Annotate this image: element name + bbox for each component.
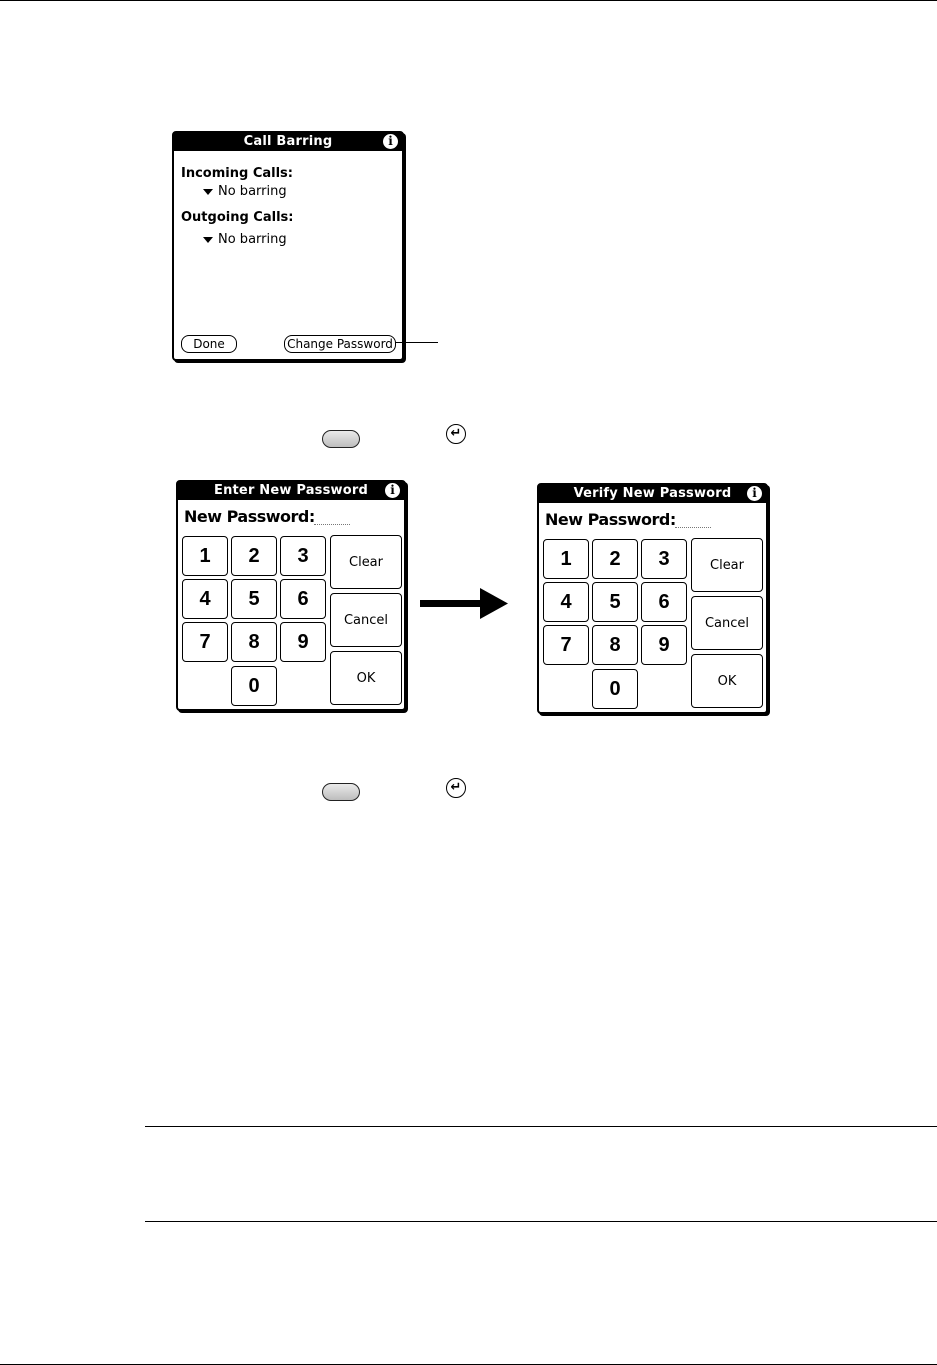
incoming-calls-trigger[interactable] bbox=[203, 184, 287, 199]
arrow-right-icon bbox=[420, 586, 510, 622]
key-3[interactable]: 3 bbox=[280, 536, 326, 576]
note-rule-bottom bbox=[145, 1221, 937, 1222]
verify-password-dialog bbox=[537, 483, 768, 714]
enter-icon: ↵ bbox=[446, 424, 466, 444]
chevron-down-icon bbox=[203, 237, 213, 243]
incoming-calls-label: Incoming Calls: bbox=[181, 166, 293, 181]
key-5[interactable]: 5 bbox=[592, 582, 638, 622]
key-9[interactable]: 9 bbox=[280, 622, 326, 662]
hardware-button-icon bbox=[322, 783, 360, 801]
outgoing-calls-label: Outgoing Calls: bbox=[181, 210, 294, 225]
done-button[interactable]: Done bbox=[181, 335, 237, 353]
outgoing-calls-trigger[interactable] bbox=[203, 232, 287, 247]
dialog-title: Enter New Password bbox=[178, 482, 404, 500]
key-0[interactable]: 0 bbox=[231, 666, 277, 706]
key-2[interactable]: 2 bbox=[592, 539, 638, 579]
dialog-title: Call Barring bbox=[174, 133, 402, 151]
enter-icon: ↵ bbox=[446, 778, 466, 798]
key-4[interactable]: 4 bbox=[182, 579, 228, 619]
key-3[interactable]: 3 bbox=[641, 539, 687, 579]
call-barring-dialog bbox=[172, 131, 404, 361]
outgoing-calls-value: No barring bbox=[218, 232, 287, 247]
key-7[interactable]: 7 bbox=[182, 622, 228, 662]
key-4[interactable]: 4 bbox=[543, 582, 589, 622]
password-field[interactable] bbox=[675, 525, 711, 528]
info-icon[interactable]: i bbox=[383, 134, 398, 149]
key-9[interactable]: 9 bbox=[641, 625, 687, 665]
key-6[interactable]: 6 bbox=[641, 582, 687, 622]
dialog-title: Verify New Password bbox=[539, 485, 766, 503]
clear-button[interactable]: Clear bbox=[691, 538, 763, 592]
key-1[interactable]: 1 bbox=[543, 539, 589, 579]
top-rule bbox=[0, 0, 937, 1]
password-field[interactable] bbox=[314, 522, 350, 525]
key-2[interactable]: 2 bbox=[231, 536, 277, 576]
info-icon[interactable]: i bbox=[385, 483, 400, 498]
key-6[interactable]: 6 bbox=[280, 579, 326, 619]
incoming-calls-value: No barring bbox=[218, 184, 287, 199]
clear-button[interactable]: Clear bbox=[330, 535, 402, 589]
key-8[interactable]: 8 bbox=[231, 622, 277, 662]
key-0[interactable]: 0 bbox=[592, 669, 638, 709]
key-7[interactable]: 7 bbox=[543, 625, 589, 665]
ok-button[interactable]: OK bbox=[691, 654, 763, 708]
key-5[interactable]: 5 bbox=[231, 579, 277, 619]
info-icon[interactable]: i bbox=[747, 486, 762, 501]
callout-line bbox=[395, 342, 438, 343]
new-password-label: New Password: bbox=[184, 507, 315, 526]
cancel-button[interactable]: Cancel bbox=[330, 593, 402, 647]
new-password-label: New Password: bbox=[545, 510, 676, 529]
key-8[interactable]: 8 bbox=[592, 625, 638, 665]
ok-button[interactable]: OK bbox=[330, 651, 402, 705]
enter-password-dialog bbox=[176, 480, 406, 711]
change-password-button[interactable]: Change Password bbox=[284, 335, 396, 353]
cancel-button[interactable]: Cancel bbox=[691, 596, 763, 650]
chevron-down-icon bbox=[203, 189, 213, 195]
note-rule-top bbox=[145, 1126, 937, 1127]
hardware-button-icon bbox=[322, 430, 360, 448]
key-1[interactable]: 1 bbox=[182, 536, 228, 576]
